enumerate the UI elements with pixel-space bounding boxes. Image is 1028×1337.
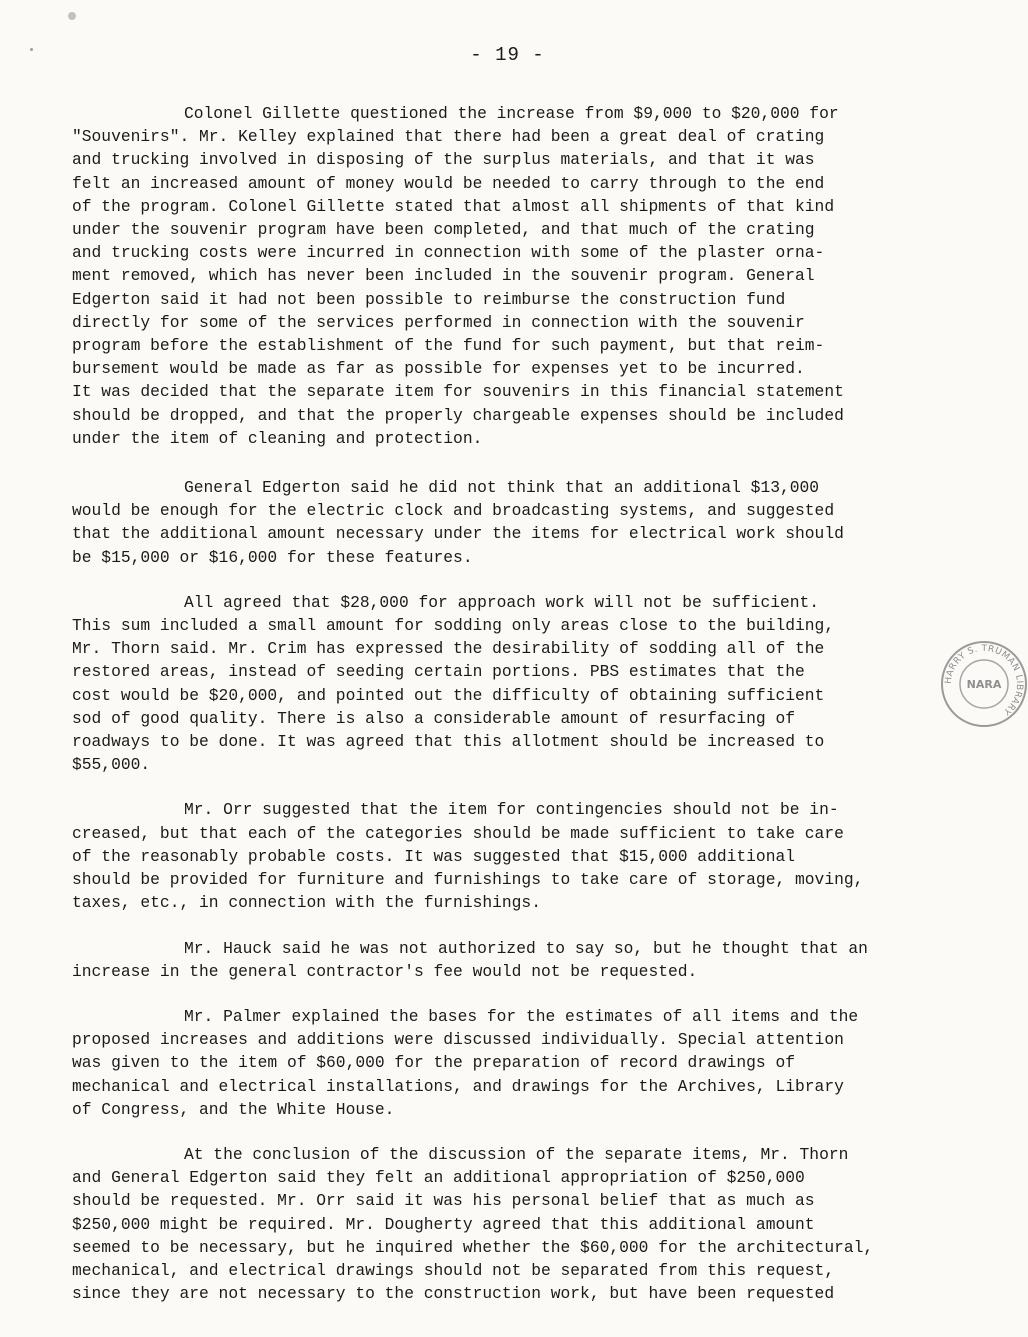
- text-line: under the souvenir program have been completed, and that much of the crating: [72, 220, 815, 240]
- text-line: of Congress, and the White House.: [72, 1099, 395, 1119]
- text-line: ment removed, which has never been included in the souvenir program. General: [72, 266, 815, 286]
- text-line: Edgerton said it had not been possible to reimburse the construction fund: [72, 289, 786, 309]
- text-line: of the reasonably probable costs. It was suggested that $15,000 additional: [72, 846, 796, 866]
- text-line: restored areas, instead of seeding certain portions. PBS estimates that the: [72, 662, 805, 682]
- library-stamp: [940, 640, 1028, 728]
- text-line: cost would be $20,000, and pointed out the difficulty of obtaining sufficient: [72, 685, 825, 705]
- text-line: "Souvenirs". Mr. Kelley explained that there had been a great deal of crating: [72, 127, 825, 147]
- text-line: that the additional amount necessary under the items for electrical work should: [72, 524, 844, 544]
- page-number: - 19 -: [470, 44, 545, 66]
- text-line: $55,000.: [72, 755, 151, 775]
- text-line: creased, but that each of the categories should be made sufficient to take care: [72, 823, 844, 843]
- text-line: This sum included a small amount for sodding only areas close to the building,: [72, 616, 835, 636]
- text-line: Mr. Orr suggested that the item for contingencies should not be in-: [184, 800, 839, 820]
- text-line: mechanical and electrical installations, and drawings for the Archives, Library: [72, 1076, 844, 1096]
- text-line: and trucking costs were incurred in connection with some of the plaster orna-: [72, 243, 825, 263]
- text-line: program before the establishment of the fund for such payment, but that reim-: [72, 336, 825, 356]
- text-line: taxes, etc., in connection with the furnishings.: [72, 893, 541, 913]
- text-line: be $15,000 or $16,000 for these features.: [72, 547, 473, 567]
- text-line: roadways to be done. It was agreed that this allotment should be increased to: [72, 732, 825, 752]
- text-line: It was decided that the separate item for souvenirs in this financial statement: [72, 382, 844, 402]
- text-line: sod of good quality. There is also a considerable amount of resurfacing of: [72, 708, 796, 728]
- paragraph-conclusion: [72, 1143, 952, 1305]
- text-line: directly for some of the services performed in connection with the souvenir: [72, 312, 805, 332]
- text-line: should be provided for furniture and furnishings to take care of storage, moving,: [72, 870, 864, 890]
- document-body: [72, 102, 952, 1327]
- text-line: bursement would be made as far as possible for expenses yet to be incurred.: [72, 359, 805, 379]
- text-line: of the program. Colonel Gillette stated that almost all shipments of that kind: [72, 196, 835, 216]
- text-line: should be requested. Mr. Orr said it was his personal belief that as much as: [72, 1191, 815, 1211]
- text-line: Colonel Gillette questioned the increase from $9,000 to $20,000 for: [184, 104, 839, 123]
- text-line: and General Edgerton said they felt an additional appropriation of $250,000: [72, 1168, 805, 1188]
- text-line: At the conclusion of the discussion of the separate items, Mr. Thorn: [184, 1144, 849, 1164]
- text-line: $250,000 might be required. Mr. Dougherty agreed that this additional amount: [72, 1214, 815, 1234]
- paragraph-contractor-fee: [72, 937, 952, 983]
- text-line: proposed increases and additions were discussed individually. Special attention: [72, 1030, 844, 1050]
- text-line: seemed to be necessary, but he inquired whether the $60,000 for the architectural,: [72, 1237, 874, 1257]
- paragraph-approach-work: [72, 591, 952, 777]
- text-line: and trucking involved in disposing of the surplus materials, and that it was: [72, 150, 815, 170]
- text-line: was given to the item of $60,000 for the preparation of record drawings of: [72, 1053, 796, 1073]
- text-line: Mr. Thorn said. Mr. Crim has expressed the desirability of sodding all of the: [72, 639, 825, 659]
- paragraph-electrical: [72, 476, 952, 569]
- scan-mark: [68, 12, 76, 20]
- text-line: under the item of cleaning and protection.: [72, 428, 483, 448]
- text-line: felt an increased amount of money would be needed to carry through to the end: [72, 173, 825, 193]
- stamp-center-text: NARA: [966, 678, 1002, 691]
- stamp-outer-text: HARRY S. TRUMAN LIBRARY: [943, 643, 1025, 717]
- text-line: Mr. Palmer explained the bases for the estimates of all items and the: [184, 1006, 859, 1026]
- text-line: mechanical, and electrical drawings should not be separated from this request,: [72, 1260, 835, 1280]
- paragraph-contingencies: [72, 798, 952, 914]
- paragraph-souvenirs: [72, 102, 952, 450]
- text-line: Mr. Hauck said he was not authorized to say so, but he thought that an: [184, 938, 868, 958]
- text-line: should be dropped, and that the properly chargeable expenses should be included: [72, 405, 844, 425]
- text-line: General Edgerton said he did not think that an additional $13,000: [184, 478, 820, 498]
- text-line: since they are not necessary to the construction work, but have been requested: [72, 1284, 835, 1304]
- text-line: would be enough for the electric clock and broadcasting systems, and suggested: [72, 501, 835, 521]
- paragraph-estimates: [72, 1005, 952, 1121]
- text-line: All agreed that $28,000 for approach work will not be sufficient.: [184, 592, 820, 612]
- text-line: increase in the general contractor's fee would not be requested.: [72, 961, 698, 981]
